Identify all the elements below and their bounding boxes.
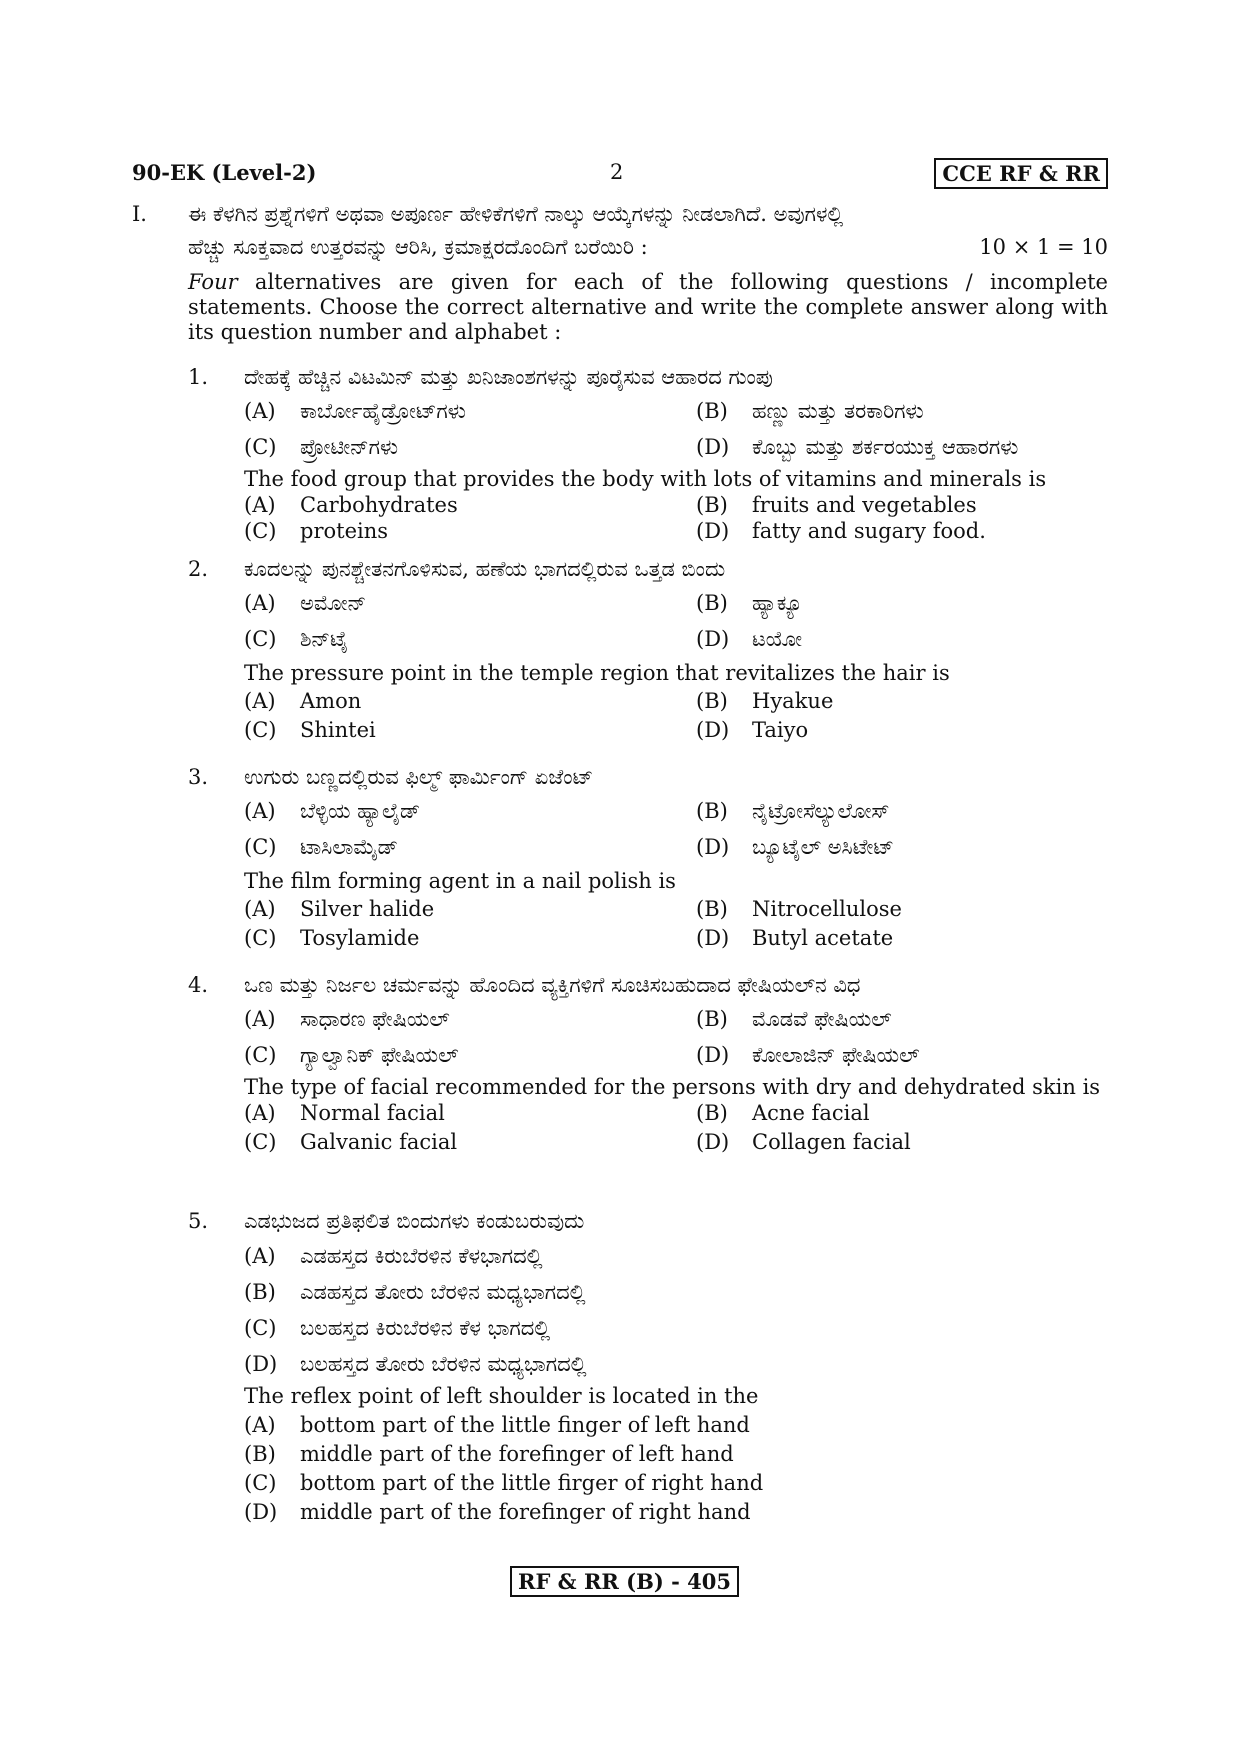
exam-board-badge: CCE RF & RR xyxy=(934,158,1108,189)
option-row xyxy=(244,1100,1108,1129)
option-d-en[interactable]: (D) fatty and sugary food. xyxy=(696,519,986,543)
option-a-en[interactable]: (A) Amon xyxy=(244,689,362,713)
option-c-kn[interactable]: (C) ಪ್ರೋಟೀನ್‌ಗಳು xyxy=(244,435,399,459)
question-2 xyxy=(188,552,1108,746)
option-row xyxy=(244,794,1108,830)
question-number: 1. xyxy=(188,365,209,389)
question-text-kn: ಉಗುರು ಬಣ್ಣದಲ್ಲಿರುವ ಫಿಲ್ಮ್ ಫಾರ್ಮಿಂಗ್ ಏಜೆಂಟ್ xyxy=(244,765,594,789)
question-5 xyxy=(188,1204,1108,1527)
option-b-en[interactable]: (B) Hyakue xyxy=(696,689,834,713)
option-a-kn[interactable]: (A) ಸಾಧಾರಣ ಫೇಷಿಯಲ್ xyxy=(244,1007,450,1031)
page-footer-code: RF & RR (B) - 405 xyxy=(510,1566,739,1597)
question-text-kn: ದೇಹಕ್ಕೆ ಹೆಚ್ಚಿನ ವಿಟಮಿನ್ ಮತ್ತು ಖನಿಜಾಂಶಗಳನ್ನು ಪೂರೈಸುವ ಆಹಾರದ ಗುಂಪು xyxy=(244,365,773,389)
option-row xyxy=(244,492,1108,518)
instruction-en-text: alternatives are given for each of the following questions / incomplete statements. Choose the correct alternative and write the complete answer along with its question number and alphabet : xyxy=(188,270,1108,344)
option-a-kn[interactable]: (A) ಬೆಳ್ಳಿಯ ಹ್ಯಾಲೈಡ್ xyxy=(244,799,421,823)
option-c-en[interactable]: (C) proteins xyxy=(244,519,389,543)
page-number: 2 xyxy=(610,160,624,184)
instruction-kn-line2 xyxy=(188,231,1108,264)
option-c-kn[interactable]: (C) ಟಾಸಿಲಾಮೈಡ್ xyxy=(244,835,398,859)
option-row xyxy=(244,622,1108,658)
option-row xyxy=(244,1038,1108,1074)
paper-code: 90-EK (Level-2) xyxy=(132,160,317,185)
question-text-kn: ಒಣ ಮತ್ತು ನಿರ್ಜಲ ಚರ್ಮವನ್ನು ಹೊಂದಿದ ವ್ಯಕ್ತಿಗಳಿಗೆ ಸೂಚಿಸಬಹುದಾದ ಫೇಷಿಯಲ್‌ನ ವಿಧ xyxy=(244,973,861,997)
option-c-kn[interactable]: (C) ಶಿನ್‌ಟೈ xyxy=(244,627,349,651)
option-b-kn[interactable]: (B) ಮೊಡವೆ ಫೇಷಿಯಲ್ xyxy=(696,1007,892,1031)
question-number: 5. xyxy=(188,1209,209,1233)
option-a-kn[interactable]: (A) ಎಡಹಸ್ತದ ಕಿರುಬೆರಳಿನ ಕೆಳಭಾಗದಲ್ಲಿ xyxy=(244,1244,543,1268)
option-b-en[interactable]: (B) fruits and vegetables xyxy=(696,493,977,517)
question-text-en: The food group that provides the body with lots of vitamins and minerals is xyxy=(244,467,1047,491)
option-d-kn[interactable]: (D) ಬ್ಯೂಟೈಲ್ ಅಸಿಟೇಟ್ xyxy=(696,835,894,859)
section-instructions xyxy=(132,198,1108,345)
option-a-en[interactable]: (A) Carbohydrates xyxy=(244,493,458,517)
instruction-kn-line1: ಈ ಕೆಳಗಿನ ಪ್ರಶ್ನೆಗಳಿಗೆ ಅಥವಾ ಅಪೂರ್ಣ ಹೇಳಿಕೆಗಳಿಗೆ ನಾಲ್ಕು ಆಯ್ಕೆಗಳನ್ನು ನೀಡಲಾಗಿದೆ. ಅವುಗಳಲ್ಲಿ xyxy=(188,202,844,226)
option-c-en[interactable]: (C) Galvanic facial xyxy=(244,1130,458,1154)
question-text-en: The pressure point in the temple region that revitalizes the hair is xyxy=(244,661,950,685)
option-row xyxy=(244,688,1108,717)
question-text-kn: ಎಡಭುಜದ ಪ್ರತಿಫಲಿತ ಬಿಂದುಗಳು ಕಂಡುಬರುವುದು xyxy=(244,1209,585,1233)
option-row xyxy=(244,1129,1108,1158)
question-number: 4. xyxy=(188,973,209,997)
section-marks: 10 × 1 = 10 xyxy=(979,235,1108,259)
option-a-en[interactable]: (A) bottom part of the little finger of left hand xyxy=(244,1413,750,1437)
option-row xyxy=(244,717,1108,746)
page-header xyxy=(132,158,1108,194)
section-number: I. xyxy=(132,202,147,226)
question-4 xyxy=(188,968,1108,1158)
option-b-en[interactable]: (B) Acne facial xyxy=(696,1101,870,1125)
option-d-en[interactable]: (D) Taiyo xyxy=(696,718,809,742)
question-text-en: The film forming agent in a nail polish is xyxy=(244,869,676,893)
option-a-en[interactable]: (A) Normal facial xyxy=(244,1101,445,1125)
question-text-en: The reflex point of left shoulder is located in the xyxy=(244,1384,759,1408)
option-b-kn[interactable]: (B) ಹಣ್ಣು ಮತ್ತು ತರಕಾರಿಗಳು xyxy=(696,399,924,423)
option-row xyxy=(244,518,1108,544)
option-d-kn[interactable]: (D) ಟಯೋ xyxy=(696,627,803,651)
option-b-kn[interactable]: (B) ಎಡಹಸ್ತದ ತೋರು ಬೆರಳಿನ ಮಧ್ಯಭಾಗದಲ್ಲಿ xyxy=(244,1280,586,1304)
option-a-kn[interactable]: (A) ಕಾರ್ಬೋಹೈಡ್ರೋಟ್‌ಗಳು xyxy=(244,399,466,423)
option-b-kn[interactable]: (B) ಹ್ಯಾಕ್ಯೂ xyxy=(696,591,803,615)
option-c-kn[interactable]: (C) ಗ್ಯಾಲ್ವಾನಿಕ್ ಫೇಷಿಯಲ್ xyxy=(244,1043,459,1067)
question-3 xyxy=(188,760,1108,954)
question-number: 2. xyxy=(188,557,209,581)
option-c-en[interactable]: (C) Tosylamide xyxy=(244,926,420,950)
option-d-kn[interactable]: (D) ಬಲಹಸ್ತದ ತೋರು ಬೆರಳಿನ ಮಧ್ಯಭಾಗದಲ್ಲಿ xyxy=(244,1352,587,1376)
instruction-kn-text: ಹೆಚ್ಚು ಸೂಕ್ತವಾದ ಉತ್ತರವನ್ನು ಆರಿಸಿ, ಕ್ರಮಾಕ್ಷರದೊಂದಿಗೆ ಬರೆಯಿರಿ : xyxy=(188,235,648,259)
option-d-en[interactable]: (D) Collagen facial xyxy=(696,1130,911,1154)
instruction-en xyxy=(188,270,1108,345)
option-d-en[interactable]: (D) middle part of the forefinger of right hand xyxy=(244,1500,751,1524)
question-text-en: The type of facial recommended for the persons with dry and dehydrated skin is xyxy=(244,1075,1101,1099)
question-text-kn: ಕೂದಲನ್ನು ಪುನಶ್ಚೇತನಗೊಳಿಸುವ, ಹಣೆಯ ಭಾಗದಲ್ಲಿರುವ ಒತ್ತಡ ಬಿಂದು xyxy=(244,557,726,581)
option-c-kn[interactable]: (C) ಬಲಹಸ್ತದ ಕಿರುಬೆರಳಿನ ಕೆಳ ಭಾಗದಲ್ಲಿ xyxy=(244,1316,551,1340)
option-d-en[interactable]: (D) Butyl acetate xyxy=(696,926,894,950)
option-a-en[interactable]: (A) Silver halide xyxy=(244,897,435,921)
question-1 xyxy=(188,360,1108,544)
option-row xyxy=(244,586,1108,622)
question-number: 3. xyxy=(188,765,209,789)
option-row xyxy=(244,925,1108,954)
option-row xyxy=(244,430,1108,466)
instruction-en-italic: Four xyxy=(188,270,238,294)
option-d-kn[interactable]: (D) ಕೋಲಾಜಿನ್ ಫೇಷಿಯಲ್ xyxy=(696,1043,920,1067)
option-c-en[interactable]: (C) bottom part of the little firger of right hand xyxy=(244,1471,764,1495)
option-b-en[interactable]: (B) Nitrocellulose xyxy=(696,897,902,921)
option-d-kn[interactable]: (D) ಕೊಬ್ಬು ಮತ್ತು ಶರ್ಕರಯುಕ್ತ ಆಹಾರಗಳು xyxy=(696,435,1019,459)
option-row xyxy=(244,896,1108,925)
option-a-kn[interactable]: (A) ಅಮೋನ್ xyxy=(244,591,367,615)
option-b-kn[interactable]: (B) ನೈಟ್ರೋಸೆಲ್ಯುಲೋಸ್ xyxy=(696,799,890,823)
option-row xyxy=(244,394,1108,430)
option-row xyxy=(244,830,1108,866)
option-c-en[interactable]: (C) Shintei xyxy=(244,718,376,742)
option-row xyxy=(244,1002,1108,1038)
option-b-en[interactable]: (B) middle part of the forefinger of left hand xyxy=(244,1442,734,1466)
